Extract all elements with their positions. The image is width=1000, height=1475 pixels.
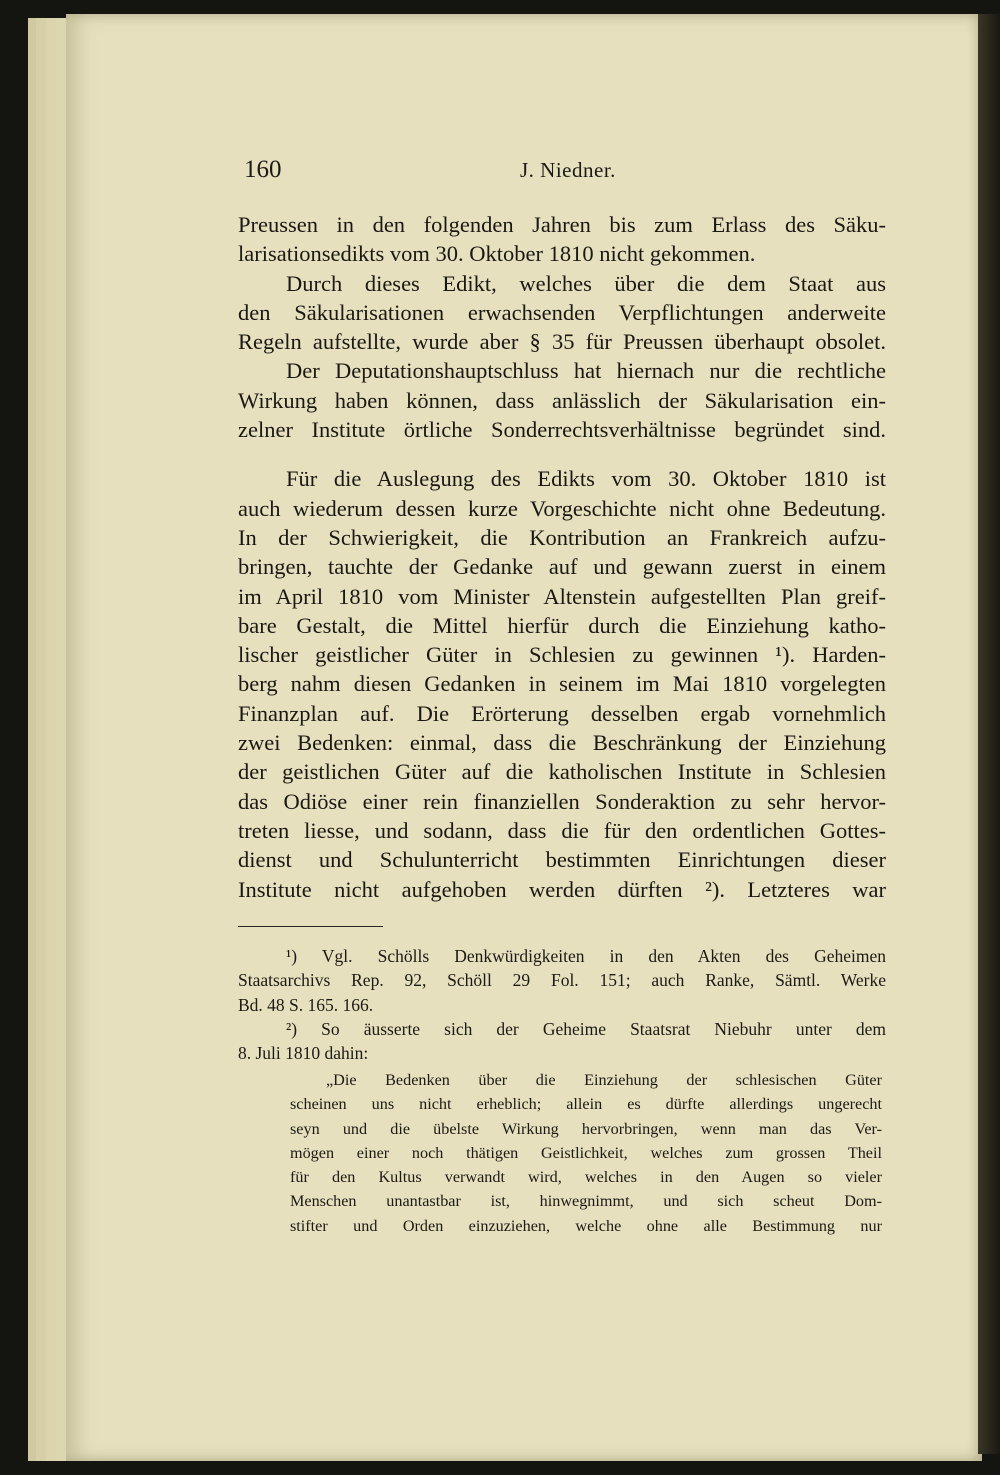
quote-line: für den Kultus verwandt wird, welches in den Augen so vieler (290, 1168, 882, 1187)
text-line: der geistlichen Güter auf die katholischen Institute in Schlesien (238, 759, 886, 785)
text-line: Institute nicht aufgehoben werden dürften ²). Letzteres war (238, 876, 886, 902)
text-line: im April 1810 vom Minister Altenstein aufgestellten Plan greif- (238, 583, 886, 609)
footnote-line: Bd. 48 S. 165. 166. (238, 994, 374, 1015)
footnote-line: Staatsarchivs Rep. 92, Schöll 29 Fol. 151; auch Ranke, Sämtl. Werke (238, 970, 886, 991)
text-line: Durch dieses Edikt, welches über die dem Staat aus (286, 270, 886, 296)
quote-line: „Die Bedenken über die Einziehung der schlesischen Güter (326, 1071, 882, 1089)
footnote-rule (238, 926, 383, 927)
footnote-line: ¹) Vgl. Schölls Denkwürdigkeiten in den Akten des Geheimen (286, 946, 886, 966)
text-line: dienst und Schulunterricht bestimmten Einrichtungen dieser (238, 847, 886, 873)
text-line: bringen, tauchte der Gedanke auf und gewann zuerst in einem (238, 554, 886, 580)
book-spine (978, 14, 1000, 1454)
footnote-line: 8. Juli 1810 dahin: (238, 1043, 369, 1064)
quote-line: scheinen uns nicht erheblich; allein es dürfte allerdings ungerecht (290, 1095, 882, 1114)
text-line: den Säkularisationen erwachsenden Verpflichtungen anderweite (238, 299, 886, 325)
footnote-quote (290, 1068, 882, 1238)
quote-line: stifter und Orden einzuziehen, welche ohne alle Bestimmung nur (290, 1216, 882, 1235)
footnotes (238, 944, 886, 1065)
text-line: berg nahm diesen Gedanken in seinem im Mai 1810 vorgelegten (238, 671, 886, 697)
quote-line: Menschen unantastbar ist, hinwegnimmt, und sich scheut Dom- (290, 1192, 882, 1211)
text-line: Der Deputationshauptschluss hat hiernach nur die rechtliche (286, 358, 886, 384)
text-line: zelner Institute örtliche Sonderrechtsverhältnisse begründet sind. (238, 417, 886, 443)
footnote-line: ²) So äusserte sich der Geheime Staatsrat Niebuhr unter dem (286, 1018, 886, 1039)
text-line: larisationsedikts vom 30. Oktober 1810 nicht gekommen. (238, 241, 756, 267)
text-line: Preussen in den folgenden Jahren bis zum Erlass des Säku- (238, 212, 886, 237)
text-line: zwei Bedenken: einmal, dass die Beschränkung der Einziehung (238, 730, 886, 756)
text-line: treten liesse, und sodann, dass die für den ordentlichen Gottes- (238, 817, 886, 843)
text-line: In der Schwierigkeit, die Kontribution an Frankreich aufzu- (238, 524, 886, 550)
text-line: lischer geistlicher Güter in Schlesien zu gewinnen ¹). Harden- (238, 642, 886, 668)
text-line: das Odiöse einer rein finanziellen Sonderaktion zu sehr hervor- (238, 788, 886, 814)
quote-line: seyn und die übelste Wirkung hervorbringen, wenn man das Ver- (290, 1119, 882, 1138)
text-line: Für die Auslegung des Edikts vom 30. Oktober 1810 ist (286, 466, 886, 492)
text-line: auch wiederum dessen kurze Vorgeschichte nicht ohne Bedeutung. (238, 495, 886, 521)
text-line: Regeln aufstellte, wurde aber § 35 für Preussen überhaupt obsolet. (238, 329, 886, 355)
quote-line: mögen einer noch thätigen Geistlichkeit, welches zum grossen Theil (290, 1143, 882, 1162)
running-head (238, 156, 886, 190)
text-line: Finanzplan auf. Die Erörterung desselben ergab vornehmlich (238, 700, 886, 726)
main-text (238, 210, 886, 904)
running-title: J. Niedner. (520, 158, 616, 182)
text-line: Wirkung haben können, dass anlässlich der Säkularisation ein- (238, 387, 886, 413)
text-line: bare Gestalt, die Mittel hierfür durch die Einziehung katho- (238, 612, 886, 638)
page-number: 160 (244, 156, 282, 183)
